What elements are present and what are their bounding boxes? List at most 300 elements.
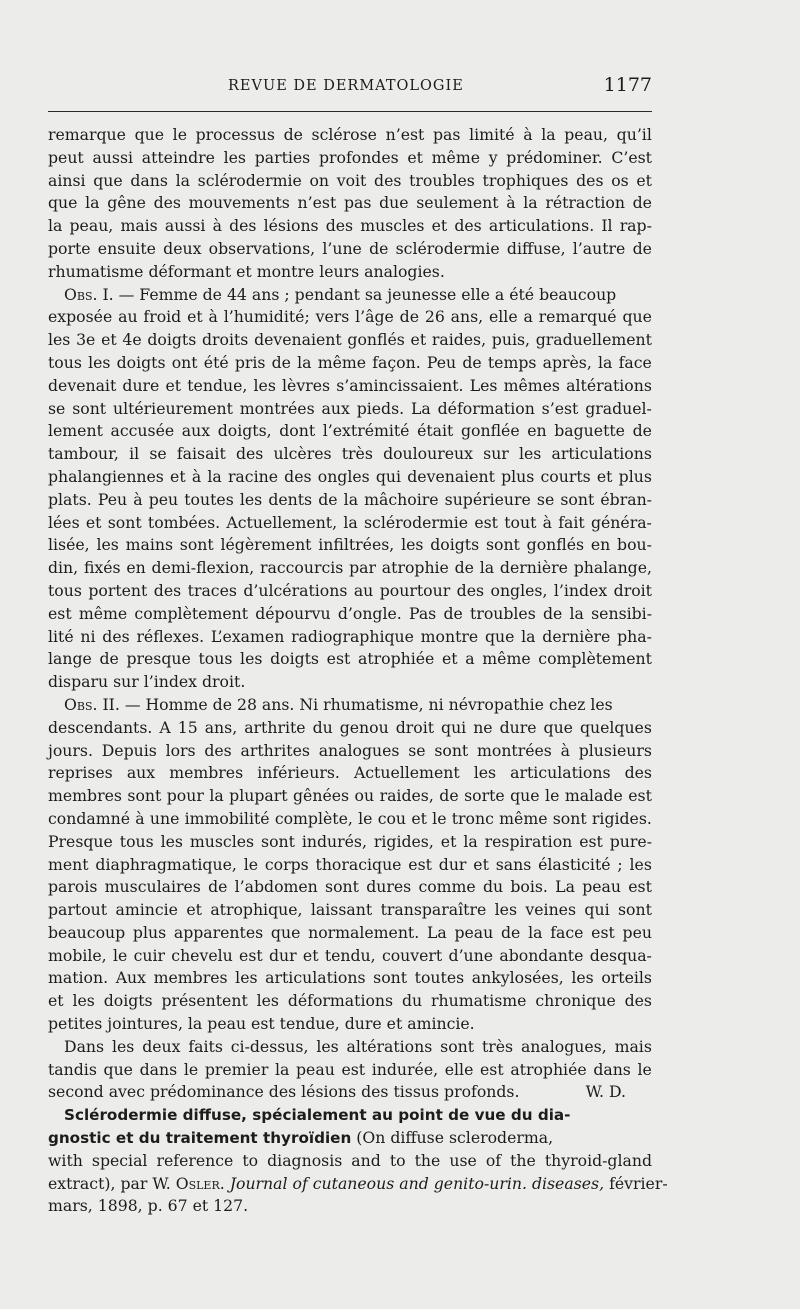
word: din,: [48, 558, 79, 578]
word: l’abdomen: [234, 877, 318, 897]
word: les: [253, 375, 276, 395]
word: sont: [325, 877, 359, 897]
word: altérations: [346, 1036, 433, 1056]
text-line: [48, 694, 652, 717]
word: observations,: [208, 238, 316, 258]
word: et: [410, 330, 427, 350]
word: thoracique: [315, 854, 402, 874]
word: se: [536, 489, 555, 509]
word: à: [212, 216, 222, 236]
word: abondante: [499, 945, 584, 965]
word: de: [501, 922, 521, 942]
word: bois.: [510, 877, 548, 897]
word: elle: [489, 307, 518, 327]
word: membres: [153, 968, 228, 988]
citation-tail: février-: [604, 1173, 668, 1193]
word: muscles: [360, 216, 425, 236]
word: raides,: [431, 330, 487, 350]
word: membres: [48, 786, 122, 806]
word: et: [187, 307, 203, 327]
word: d’ongle.: [337, 603, 402, 623]
word: gonflés: [347, 330, 405, 350]
word: des: [204, 740, 232, 760]
word: l’âge: [355, 307, 394, 327]
word: en: [590, 535, 611, 555]
word: est: [579, 831, 603, 851]
text-line: [48, 990, 652, 1013]
word: beaucoup: [48, 922, 126, 942]
word: la: [528, 922, 543, 942]
word: amincie: [115, 900, 178, 920]
word: gonflés: [526, 535, 585, 555]
word: atrophiée: [510, 1059, 587, 1079]
entry-title-line: [48, 1104, 652, 1127]
word: respiration: [484, 831, 573, 851]
word: l’humidité;: [223, 307, 310, 327]
word: peau: [296, 1059, 335, 1079]
word: élasticité: [538, 854, 611, 874]
word: arthrites: [240, 740, 310, 760]
word: porte: [48, 238, 91, 258]
text-line: [48, 648, 652, 671]
word: mobile,: [48, 945, 107, 965]
entry-title: gnostic et du traitement thyroïdien: [48, 1129, 352, 1148]
word: est: [474, 512, 498, 532]
word: été: [203, 352, 229, 372]
word: deux: [142, 1036, 181, 1056]
word: aux: [181, 421, 211, 441]
word: après,: [542, 352, 592, 372]
word: que: [510, 786, 540, 806]
word: to: [389, 1150, 406, 1170]
word: sclérodermie: [395, 238, 500, 258]
word: les: [223, 147, 246, 167]
word: Les: [469, 375, 498, 395]
word: accusée: [110, 421, 175, 441]
word: se: [408, 740, 426, 760]
word: fixés: [83, 558, 121, 578]
word: et: [85, 512, 102, 532]
word: dernière: [542, 626, 611, 646]
word: La: [426, 922, 447, 942]
word: malade: [564, 786, 623, 806]
word: lors: [165, 740, 196, 760]
word: les: [571, 968, 594, 988]
word: Depuis: [101, 740, 157, 760]
word: 3e: [76, 330, 96, 350]
word: comme: [418, 877, 476, 897]
word: a: [465, 649, 475, 669]
word: de: [542, 603, 563, 623]
word: plus: [618, 466, 652, 486]
word: des: [374, 170, 402, 190]
word: s’amincissaient.: [336, 375, 464, 395]
text-line: petites jointures, la peau est tendue, dure et amincie.: [48, 1014, 475, 1034]
word: la: [463, 831, 478, 851]
word: La: [410, 398, 431, 418]
word: aux: [126, 763, 156, 783]
word: sensibi-: [591, 603, 652, 623]
word: chevelu: [171, 945, 233, 965]
word: mêmes: [503, 375, 560, 395]
word: diffuse,: [506, 238, 566, 258]
word: A: [159, 717, 171, 737]
word: portent: [88, 580, 148, 600]
word: lité: [48, 626, 74, 646]
text-span: — Femme de 44 ans ; pendant sa jeunesse elle a été beaucoup: [113, 284, 617, 304]
text-line: [48, 238, 652, 261]
word: tous: [48, 580, 82, 600]
word: ébran-: [600, 489, 652, 509]
word: musculaires: [104, 877, 201, 897]
text-line: [48, 420, 652, 443]
word: la: [569, 603, 584, 623]
word: et: [596, 466, 613, 486]
word: les: [111, 1036, 135, 1056]
word: the: [510, 1150, 536, 1170]
word: muscles: [189, 831, 255, 851]
word: les: [401, 535, 424, 555]
entry-title: Sclérodermie diffuse, spécialement au point de vue du dia-: [64, 1106, 571, 1125]
word: dure: [499, 717, 537, 737]
word: la: [175, 170, 190, 190]
word: ans,: [450, 307, 484, 327]
word: la: [521, 626, 536, 646]
word: dure: [122, 375, 160, 395]
word: graduel-: [585, 398, 652, 418]
word: la: [541, 125, 556, 144]
word: ongles: [317, 466, 370, 486]
word: déformation: [437, 398, 535, 418]
word: les: [239, 489, 263, 509]
word: mais: [120, 216, 158, 236]
word: à: [133, 489, 143, 509]
text-line: [48, 626, 652, 649]
word: de: [462, 352, 482, 372]
word: peu: [148, 489, 179, 509]
word: du: [482, 877, 504, 897]
text-line: [48, 922, 652, 945]
word: lange: [48, 649, 92, 669]
word: il: [129, 444, 140, 464]
word: le: [432, 808, 447, 828]
word: le: [637, 1059, 652, 1079]
word: graduellement: [535, 330, 652, 350]
word: doigts,: [217, 421, 272, 441]
word: tombées.: [147, 512, 221, 532]
word: racine: [227, 466, 278, 486]
word: des: [153, 193, 181, 213]
word: la: [209, 786, 224, 806]
word: apparentes: [173, 922, 264, 942]
word: Actuellement: [353, 763, 460, 783]
text-line: [48, 284, 652, 307]
next-entry: [48, 1104, 668, 1218]
word: n’est: [297, 193, 337, 213]
word: inférieurs.: [257, 763, 340, 783]
word: pure-: [609, 831, 652, 851]
page-number: 1177: [603, 74, 652, 96]
word: les: [88, 352, 111, 372]
text-line: [48, 762, 652, 785]
word: façon.: [372, 352, 421, 372]
word: raides,: [379, 786, 434, 806]
word: La: [555, 877, 575, 897]
word: de: [208, 877, 228, 897]
text-line: [48, 876, 652, 899]
word: face: [618, 352, 652, 372]
word: radiographique: [291, 626, 414, 646]
word: sont: [261, 831, 295, 851]
word: des: [456, 580, 485, 600]
paragraph-observation-2: [48, 694, 652, 1036]
word: plus: [501, 466, 535, 486]
word: plusieurs: [578, 740, 652, 760]
text-line: [48, 580, 652, 603]
word: et: [441, 649, 458, 669]
word: troubles: [409, 170, 475, 190]
word: analogues,: [520, 1036, 607, 1056]
word: reprises: [48, 763, 113, 783]
word: rap-: [619, 216, 652, 236]
word: aussi: [92, 147, 134, 167]
word: tout: [504, 512, 537, 532]
word: Peu: [97, 489, 128, 509]
word: cou: [377, 808, 407, 828]
word: dans: [130, 170, 168, 190]
word: sont: [618, 900, 652, 920]
text-line: [48, 352, 652, 375]
word: même: [482, 649, 531, 669]
word: généra-: [590, 512, 652, 532]
word: diaphragmatique,: [95, 854, 237, 874]
paragraph-observation-1: [48, 284, 652, 694]
word: à: [208, 307, 218, 327]
text-line: [48, 717, 652, 740]
word: des: [102, 626, 130, 646]
word: cuir: [133, 945, 165, 965]
word: à: [506, 193, 516, 213]
word: baguette: [554, 421, 625, 441]
word: Presque: [48, 831, 113, 851]
word: C’est: [611, 147, 652, 167]
word: membres: [169, 763, 244, 783]
word: le: [172, 125, 187, 144]
text-line: [48, 785, 652, 808]
word: est: [239, 945, 263, 965]
word: transparaître: [380, 900, 487, 920]
word: par: [349, 558, 377, 578]
word: se: [149, 444, 167, 464]
word: de: [454, 558, 474, 578]
word: tendue,: [187, 375, 248, 395]
word: sur: [483, 444, 509, 464]
word: reference: [156, 1150, 234, 1170]
word: les: [96, 535, 119, 555]
word: analogues: [318, 740, 400, 760]
word: sclérodermie: [197, 170, 302, 190]
text-line: [48, 466, 652, 489]
paragraph-intro: [48, 124, 652, 284]
text-line: [48, 192, 652, 215]
text-line: [48, 329, 652, 352]
word: mouvements: [188, 193, 290, 213]
word: quelques: [579, 717, 652, 737]
word: faits: [188, 1036, 223, 1056]
word: et: [431, 216, 448, 236]
word: Dans: [64, 1036, 105, 1056]
word: des: [229, 216, 257, 236]
word: lèvres: [282, 375, 331, 395]
word: qui: [441, 717, 467, 737]
word: sont: [179, 535, 214, 555]
text-line: [48, 534, 652, 557]
word: droit: [613, 580, 652, 600]
word: les: [256, 991, 279, 1011]
text-line: [48, 808, 652, 831]
word: voit: [336, 170, 367, 190]
word: ne: [473, 717, 493, 737]
word: atrophiée: [357, 649, 435, 669]
word: montrées: [477, 740, 552, 760]
word: trophiques: [482, 170, 569, 190]
word: lement: [48, 421, 103, 441]
word: est: [628, 786, 652, 806]
word: le: [545, 786, 560, 806]
word: ulcères: [273, 444, 332, 464]
word: supérieure: [444, 489, 531, 509]
word: on: [309, 170, 330, 190]
word: des: [576, 170, 604, 190]
word: des: [235, 444, 264, 464]
word: traces: [187, 580, 237, 600]
word: et: [48, 991, 64, 1011]
text-line: [48, 215, 652, 238]
word: complètement: [538, 649, 652, 669]
word: indurés,: [301, 831, 367, 851]
word: premier: [204, 1059, 269, 1079]
word: ankylosées,: [471, 968, 564, 988]
word: temps: [487, 352, 537, 372]
word: et: [101, 330, 117, 350]
word: immobilité: [184, 808, 270, 828]
word: os: [611, 170, 629, 190]
word: la: [48, 216, 63, 236]
word: même: [431, 147, 480, 167]
word: ni: [80, 626, 96, 646]
word: rigides.: [591, 808, 652, 828]
word: sclérodermie: [363, 512, 469, 532]
word: L’examen: [210, 626, 285, 646]
word: articulations.: [488, 216, 595, 236]
signature: W. D.: [585, 1082, 626, 1102]
word: sont: [72, 398, 107, 418]
word: doigts: [116, 352, 166, 372]
word: phalangiennes: [48, 466, 164, 486]
word: doigts: [103, 991, 153, 1011]
word: tous: [48, 352, 82, 372]
word: tous: [119, 831, 154, 851]
word: 15: [177, 717, 198, 737]
word: pourtour: [379, 580, 451, 600]
word: à: [135, 808, 145, 828]
word: les: [473, 763, 497, 783]
word: était: [417, 421, 454, 441]
word: peu: [622, 922, 652, 942]
word: des: [325, 216, 354, 236]
word: diagnosis: [267, 1150, 343, 1170]
word: droit: [395, 717, 435, 737]
word: articulations: [551, 444, 652, 464]
text-line: [48, 1081, 652, 1104]
word: de: [632, 193, 652, 213]
word: descendants.: [48, 717, 153, 737]
word: les: [160, 831, 183, 851]
word: la: [343, 512, 358, 532]
word: atteindre: [141, 147, 215, 167]
text-line: [48, 170, 652, 193]
word: seulement: [416, 193, 499, 213]
word: que: [48, 193, 78, 213]
text-line: [48, 443, 652, 466]
word: déformations: [287, 991, 394, 1011]
word: le: [243, 854, 258, 874]
word: est: [480, 1059, 504, 1079]
word: doigts: [430, 535, 480, 555]
word: to: [242, 1150, 259, 1170]
text-line: [48, 899, 652, 922]
word: même: [317, 352, 367, 372]
text-line: [48, 306, 652, 329]
text-line: [48, 398, 652, 421]
word: demi-flexion,: [151, 558, 255, 578]
word: droits: [201, 330, 249, 350]
word: de: [318, 489, 338, 509]
word: bou-: [617, 535, 652, 555]
word: Actuellement,: [226, 512, 338, 532]
word: montre: [420, 626, 479, 646]
word: les: [48, 330, 71, 350]
word: pieds.: [356, 398, 405, 418]
word: limité: [469, 125, 515, 144]
word: rétraction: [545, 193, 625, 213]
word: parois: [48, 877, 98, 897]
word: complètement: [134, 603, 249, 623]
word: ont: [171, 352, 198, 372]
word: les: [518, 444, 542, 464]
word: fait: [558, 512, 585, 532]
word: du: [312, 717, 333, 737]
header-rule: [48, 111, 652, 112]
word: que: [543, 717, 573, 737]
word: thyroid-gland: [544, 1150, 652, 1170]
text-line: [48, 854, 652, 877]
text-line: disparu sur l’index droit.: [48, 672, 246, 692]
word: a: [523, 307, 533, 327]
text-line: rhumatisme déformant et montre leurs analogies.: [48, 261, 445, 281]
word: deux: [163, 238, 202, 258]
word: tambour,: [48, 444, 119, 464]
text-line: [48, 124, 652, 147]
word: normalement.: [308, 922, 420, 942]
word: devenait: [48, 375, 117, 395]
word: troubles: [470, 603, 536, 623]
word: pris: [234, 352, 266, 372]
word: infiltrées,: [318, 535, 395, 555]
word: face: [550, 922, 584, 942]
running-header: [48, 74, 652, 104]
word: devenaient: [254, 330, 342, 350]
